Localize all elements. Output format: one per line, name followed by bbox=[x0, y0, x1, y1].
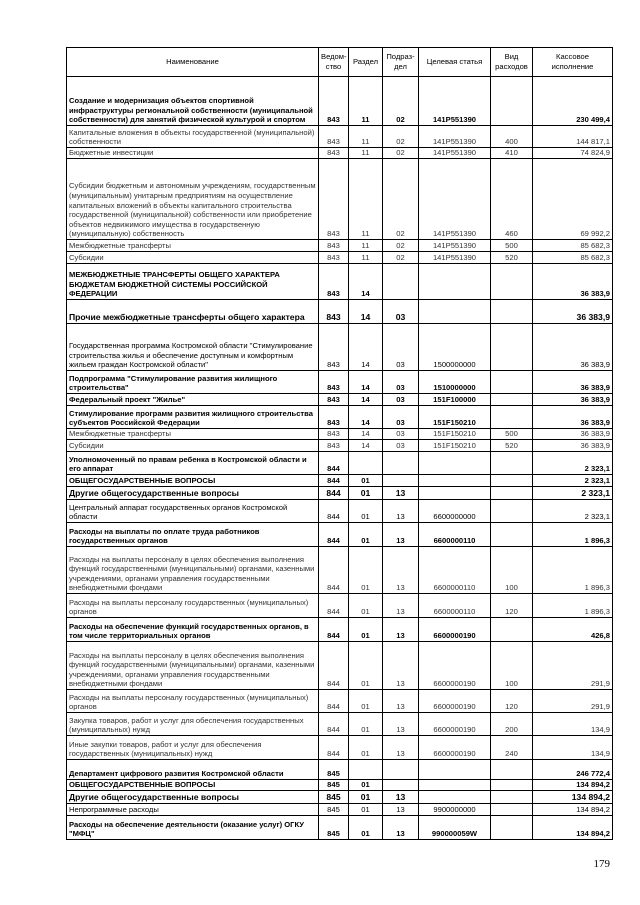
row-target-item: 6600000110 bbox=[419, 594, 491, 618]
row-expense-type: 500 bbox=[491, 240, 533, 252]
header-target-item: Целевая статья bbox=[419, 48, 491, 77]
row-section: 01 bbox=[349, 816, 383, 840]
row-subsection: 13 bbox=[383, 736, 419, 760]
row-section: 14 bbox=[349, 300, 383, 324]
page-number: 179 bbox=[593, 858, 610, 870]
row-target-item bbox=[419, 300, 491, 324]
row-name: Расходы на выплаты по оплате труда работников государственных органов bbox=[67, 523, 319, 547]
row-expense-type bbox=[491, 487, 533, 500]
row-expense-type bbox=[491, 523, 533, 547]
table-row bbox=[67, 690, 613, 713]
row-name: Бюджетные инвестиции bbox=[67, 148, 319, 159]
row-amount: 36 383,9 bbox=[533, 371, 613, 394]
row-target-item bbox=[419, 264, 491, 300]
header-section: Раздел bbox=[349, 48, 383, 77]
table-row bbox=[67, 126, 613, 148]
row-department: 844 bbox=[319, 475, 349, 487]
row-amount: 246 772,4 bbox=[533, 760, 613, 780]
row-section bbox=[349, 452, 383, 475]
row-subsection bbox=[383, 475, 419, 487]
row-amount: 36 383,9 bbox=[533, 324, 613, 371]
row-section: 14 bbox=[349, 394, 383, 406]
row-name: Другие общегосударственные вопросы bbox=[67, 791, 319, 804]
table-row bbox=[67, 394, 613, 406]
row-target-item bbox=[419, 760, 491, 780]
row-name: МЕЖБЮДЖЕТНЫЕ ТРАНСФЕРТЫ ОБЩЕГО ХАРАКТЕРА БЮДЖЕТАМ БЮДЖЕТНОЙ СИСТЕМЫ РОССИЙСКОЙ ФЕДЕРАЦИИ bbox=[67, 264, 319, 300]
row-name: Непрограммные расходы bbox=[67, 804, 319, 816]
row-department: 843 bbox=[319, 148, 349, 159]
row-department: 844 bbox=[319, 713, 349, 736]
row-expense-type: 100 bbox=[491, 642, 533, 690]
table-row bbox=[67, 594, 613, 618]
row-section: 11 bbox=[349, 252, 383, 264]
row-amount: 36 383,9 bbox=[533, 300, 613, 324]
header-cash-execution: Кассовое исполнение bbox=[533, 48, 613, 77]
row-name: Расходы на выплаты персоналу государственных (муниципальных) органов bbox=[67, 594, 319, 618]
row-subsection: 02 bbox=[383, 252, 419, 264]
row-subsection: 02 bbox=[383, 126, 419, 148]
row-section: 01 bbox=[349, 804, 383, 816]
row-amount: 291,9 bbox=[533, 642, 613, 690]
row-department: 843 bbox=[319, 77, 349, 126]
row-expense-type bbox=[491, 406, 533, 429]
row-amount: 36 383,9 bbox=[533, 429, 613, 440]
row-target-item: 6600000190 bbox=[419, 690, 491, 713]
row-department: 845 bbox=[319, 780, 349, 791]
row-expense-type bbox=[491, 452, 533, 475]
row-target-item: 6600000190 bbox=[419, 642, 491, 690]
row-expense-type bbox=[491, 77, 533, 126]
row-amount: 2 323,1 bbox=[533, 452, 613, 475]
row-section: 01 bbox=[349, 487, 383, 500]
row-section: 01 bbox=[349, 547, 383, 594]
row-name: Закупка товаров, работ и услуг для обеспечения государственных (муниципальных) нужд bbox=[67, 713, 319, 736]
row-target-item: 151F150210 bbox=[419, 406, 491, 429]
row-name: Создание и модернизация объектов спортивной инфраструктуры региональной собственности (муниципальной собственности) для занятий физической культурой и спортом bbox=[67, 77, 319, 126]
row-section: 01 bbox=[349, 791, 383, 804]
row-department: 843 bbox=[319, 126, 349, 148]
row-name: Государственная программа Костромской области "Стимулирование строительства жилья и обеспечение доступным и комфортным жильем граждан Костромской области" bbox=[67, 324, 319, 371]
row-name: Прочие межбюджетные трансферты общего характера bbox=[67, 300, 319, 324]
row-subsection: 03 bbox=[383, 440, 419, 452]
row-section: 11 bbox=[349, 126, 383, 148]
row-target-item: 151F150210 bbox=[419, 440, 491, 452]
row-subsection bbox=[383, 780, 419, 791]
row-section: 01 bbox=[349, 690, 383, 713]
row-subsection: 03 bbox=[383, 300, 419, 324]
row-target-item: 141P551390 bbox=[419, 126, 491, 148]
row-subsection: 13 bbox=[383, 547, 419, 594]
row-expense-type: 120 bbox=[491, 594, 533, 618]
table-row bbox=[67, 452, 613, 475]
table-row bbox=[67, 547, 613, 594]
row-target-item: 990000059W bbox=[419, 816, 491, 840]
row-expense-type bbox=[491, 791, 533, 804]
row-section: 14 bbox=[349, 429, 383, 440]
row-name: Субсидии bbox=[67, 252, 319, 264]
row-target-item bbox=[419, 791, 491, 804]
row-amount: 134 894,2 bbox=[533, 780, 613, 791]
row-target-item: 6600000190 bbox=[419, 713, 491, 736]
row-amount: 74 824,9 bbox=[533, 148, 613, 159]
row-amount: 291,9 bbox=[533, 690, 613, 713]
table-row bbox=[67, 780, 613, 791]
row-amount: 36 383,9 bbox=[533, 440, 613, 452]
table-row bbox=[67, 487, 613, 500]
row-name: Межбюджетные трансферты bbox=[67, 429, 319, 440]
row-expense-type: 200 bbox=[491, 713, 533, 736]
row-target-item: 141P551390 bbox=[419, 148, 491, 159]
row-section: 11 bbox=[349, 77, 383, 126]
row-section: 14 bbox=[349, 406, 383, 429]
row-target-item: 1510000000 bbox=[419, 371, 491, 394]
row-expense-type bbox=[491, 618, 533, 642]
row-department: 843 bbox=[319, 159, 349, 240]
budget-table bbox=[66, 47, 613, 840]
row-subsection: 03 bbox=[383, 429, 419, 440]
row-amount: 134 894,2 bbox=[533, 816, 613, 840]
row-name: Капитальные вложения в объекты государственной (муниципальной) собственности bbox=[67, 126, 319, 148]
row-department: 843 bbox=[319, 440, 349, 452]
row-target-item: 1500000000 bbox=[419, 324, 491, 371]
row-department: 844 bbox=[319, 523, 349, 547]
row-expense-type bbox=[491, 760, 533, 780]
table-row bbox=[67, 159, 613, 240]
row-subsection: 03 bbox=[383, 324, 419, 371]
row-target-item: 6600000000 bbox=[419, 500, 491, 523]
row-target-item: 151F150210 bbox=[419, 429, 491, 440]
row-department: 843 bbox=[319, 324, 349, 371]
row-name: Расходы на выплаты персоналу в целях обеспечения выполнения функций государственными (муниципальными) органами, казенными учреждениями, органами управления государственными внебюджетными фондами bbox=[67, 642, 319, 690]
table-row bbox=[67, 300, 613, 324]
row-department: 843 bbox=[319, 240, 349, 252]
row-department: 844 bbox=[319, 547, 349, 594]
row-expense-type: 410 bbox=[491, 148, 533, 159]
table-row bbox=[67, 440, 613, 452]
row-department: 845 bbox=[319, 760, 349, 780]
row-name: Подпрограмма "Стимулирование развития жилищного строительства" bbox=[67, 371, 319, 394]
row-name: Другие общегосударственные вопросы bbox=[67, 487, 319, 500]
row-amount: 134,9 bbox=[533, 713, 613, 736]
row-subsection: 13 bbox=[383, 523, 419, 547]
row-subsection: 13 bbox=[383, 487, 419, 500]
row-expense-type bbox=[491, 816, 533, 840]
table-row bbox=[67, 264, 613, 300]
row-department: 843 bbox=[319, 371, 349, 394]
row-section: 01 bbox=[349, 523, 383, 547]
row-section: 14 bbox=[349, 264, 383, 300]
row-section: 01 bbox=[349, 618, 383, 642]
header-department: Ведом-ство bbox=[319, 48, 349, 77]
row-section: 11 bbox=[349, 240, 383, 252]
row-expense-type: 500 bbox=[491, 429, 533, 440]
row-subsection: 03 bbox=[383, 406, 419, 429]
row-subsection: 13 bbox=[383, 713, 419, 736]
row-name: Субсидии бюджетным и автономным учреждениям, государственным (муниципальным) унитарным предприятиям на осуществление капитальных вложений в объекты капитального строительства государственной (муниципальной) собственности или приобретение объектов недвижимого имущества в государственную (муниципальную) собственность bbox=[67, 159, 319, 240]
row-department: 844 bbox=[319, 594, 349, 618]
row-department: 844 bbox=[319, 736, 349, 760]
table-row bbox=[67, 406, 613, 429]
row-department: 845 bbox=[319, 816, 349, 840]
table-row bbox=[67, 523, 613, 547]
row-name: Стимулирование программ развития жилищного строительства субъектов Российской Федерации bbox=[67, 406, 319, 429]
row-section: 01 bbox=[349, 642, 383, 690]
row-expense-type bbox=[491, 500, 533, 523]
row-department: 844 bbox=[319, 690, 349, 713]
row-name: Расходы на обеспечение функций государственных органов, в том числе территориальных органов bbox=[67, 618, 319, 642]
row-amount: 2 323,1 bbox=[533, 475, 613, 487]
row-target-item bbox=[419, 475, 491, 487]
row-name: Субсидии bbox=[67, 440, 319, 452]
row-department: 843 bbox=[319, 406, 349, 429]
row-expense-type: 400 bbox=[491, 126, 533, 148]
row-target-item: 9900000000 bbox=[419, 804, 491, 816]
table-row bbox=[67, 804, 613, 816]
row-department: 843 bbox=[319, 394, 349, 406]
table-row bbox=[67, 324, 613, 371]
row-section bbox=[349, 760, 383, 780]
row-target-item: 6600000110 bbox=[419, 547, 491, 594]
row-section: 01 bbox=[349, 475, 383, 487]
row-expense-type: 460 bbox=[491, 159, 533, 240]
row-department: 844 bbox=[319, 642, 349, 690]
row-section: 14 bbox=[349, 324, 383, 371]
row-subsection: 02 bbox=[383, 240, 419, 252]
row-name: ОБЩЕГОСУДАРСТВЕННЫЕ ВОПРОСЫ bbox=[67, 475, 319, 487]
row-name: Расходы на обеспечение деятельности (оказание услуг) ОГКУ "МФЦ" bbox=[67, 816, 319, 840]
row-department: 844 bbox=[319, 618, 349, 642]
row-section: 11 bbox=[349, 148, 383, 159]
row-amount: 36 383,9 bbox=[533, 264, 613, 300]
row-name: Иные закупки товаров, работ и услуг для обеспечения государственных (муниципальных) нужд bbox=[67, 736, 319, 760]
row-name: Центральный аппарат государственных органов Костромской области bbox=[67, 500, 319, 523]
row-section: 14 bbox=[349, 371, 383, 394]
row-amount: 134 894,2 bbox=[533, 804, 613, 816]
row-section: 01 bbox=[349, 500, 383, 523]
row-expense-type: 240 bbox=[491, 736, 533, 760]
row-amount: 85 682,3 bbox=[533, 252, 613, 264]
row-subsection: 02 bbox=[383, 148, 419, 159]
row-target-item: 6600000110 bbox=[419, 523, 491, 547]
row-subsection: 13 bbox=[383, 618, 419, 642]
row-expense-type bbox=[491, 264, 533, 300]
table-row bbox=[67, 371, 613, 394]
header-expense-type: Вид расходов bbox=[491, 48, 533, 77]
table-row bbox=[67, 736, 613, 760]
row-expense-type bbox=[491, 804, 533, 816]
row-amount: 134,9 bbox=[533, 736, 613, 760]
row-amount: 2 323,1 bbox=[533, 487, 613, 500]
row-department: 843 bbox=[319, 300, 349, 324]
table-row bbox=[67, 77, 613, 126]
row-name: Межбюджетные трансферты bbox=[67, 240, 319, 252]
row-target-item bbox=[419, 780, 491, 791]
row-subsection: 13 bbox=[383, 690, 419, 713]
row-subsection bbox=[383, 760, 419, 780]
row-name: ОБЩЕГОСУДАРСТВЕННЫЕ ВОПРОСЫ bbox=[67, 780, 319, 791]
table-row bbox=[67, 618, 613, 642]
row-department: 844 bbox=[319, 487, 349, 500]
row-subsection: 13 bbox=[383, 804, 419, 816]
row-section: 01 bbox=[349, 736, 383, 760]
row-department: 843 bbox=[319, 252, 349, 264]
row-subsection bbox=[383, 264, 419, 300]
table-row bbox=[67, 429, 613, 440]
row-expense-type bbox=[491, 394, 533, 406]
row-amount: 230 499,4 bbox=[533, 77, 613, 126]
row-subsection: 13 bbox=[383, 500, 419, 523]
row-subsection: 03 bbox=[383, 371, 419, 394]
row-target-item bbox=[419, 487, 491, 500]
table-row bbox=[67, 148, 613, 159]
row-name: Уполномоченный по правам ребенка в Костромской области и его аппарат bbox=[67, 452, 319, 475]
table-row bbox=[67, 642, 613, 690]
row-expense-type bbox=[491, 300, 533, 324]
table-row bbox=[67, 760, 613, 780]
header-name: Наименование bbox=[67, 48, 319, 77]
row-subsection: 02 bbox=[383, 77, 419, 126]
row-section: 01 bbox=[349, 594, 383, 618]
table-header-row bbox=[67, 48, 613, 77]
header-subsection: Подраз-дел bbox=[383, 48, 419, 77]
row-amount: 134 894,2 bbox=[533, 791, 613, 804]
row-subsection: 02 bbox=[383, 159, 419, 240]
row-target-item: 141P551390 bbox=[419, 252, 491, 264]
table-row bbox=[67, 240, 613, 252]
table-row bbox=[67, 252, 613, 264]
row-department: 843 bbox=[319, 429, 349, 440]
row-name: Расходы на выплаты персоналу в целях обеспечения выполнения функций государственными (муниципальными) органами, казенными учреждениями, органами управления государственными внебюджетными фондами bbox=[67, 547, 319, 594]
row-target-item: 151F100000 bbox=[419, 394, 491, 406]
row-subsection: 13 bbox=[383, 816, 419, 840]
row-target-item: 141P551390 bbox=[419, 240, 491, 252]
row-expense-type: 520 bbox=[491, 252, 533, 264]
table-row bbox=[67, 475, 613, 487]
row-subsection: 13 bbox=[383, 594, 419, 618]
row-name: Расходы на выплаты персоналу государственных (муниципальных) органов bbox=[67, 690, 319, 713]
row-amount: 1 896,3 bbox=[533, 523, 613, 547]
row-amount: 2 323,1 bbox=[533, 500, 613, 523]
row-name: Департамент цифрового развития Костромской области bbox=[67, 760, 319, 780]
row-expense-type bbox=[491, 324, 533, 371]
row-expense-type: 120 bbox=[491, 690, 533, 713]
row-department: 844 bbox=[319, 500, 349, 523]
row-name: Федеральный проект "Жилье" bbox=[67, 394, 319, 406]
row-department: 845 bbox=[319, 804, 349, 816]
table-row bbox=[67, 713, 613, 736]
row-amount: 1 896,3 bbox=[533, 547, 613, 594]
row-amount: 426,8 bbox=[533, 618, 613, 642]
row-target-item: 141P551390 bbox=[419, 77, 491, 126]
row-section: 14 bbox=[349, 440, 383, 452]
row-subsection: 13 bbox=[383, 642, 419, 690]
row-amount: 36 383,9 bbox=[533, 406, 613, 429]
row-expense-type: 100 bbox=[491, 547, 533, 594]
row-expense-type bbox=[491, 780, 533, 791]
row-subsection: 03 bbox=[383, 394, 419, 406]
row-target-item bbox=[419, 452, 491, 475]
row-section: 01 bbox=[349, 780, 383, 791]
row-department: 844 bbox=[319, 452, 349, 475]
row-target-item: 6600000190 bbox=[419, 618, 491, 642]
row-expense-type: 520 bbox=[491, 440, 533, 452]
table-row bbox=[67, 500, 613, 523]
row-subsection bbox=[383, 452, 419, 475]
row-amount: 85 682,3 bbox=[533, 240, 613, 252]
row-amount: 144 817,1 bbox=[533, 126, 613, 148]
row-department: 845 bbox=[319, 791, 349, 804]
row-target-item: 6600000190 bbox=[419, 736, 491, 760]
row-target-item: 141P551390 bbox=[419, 159, 491, 240]
row-section: 11 bbox=[349, 159, 383, 240]
table-row bbox=[67, 791, 613, 804]
row-amount: 36 383,9 bbox=[533, 394, 613, 406]
row-expense-type bbox=[491, 475, 533, 487]
row-expense-type bbox=[491, 371, 533, 394]
row-amount: 1 896,3 bbox=[533, 594, 613, 618]
table-row bbox=[67, 816, 613, 840]
row-amount: 69 992,2 bbox=[533, 159, 613, 240]
row-section: 01 bbox=[349, 713, 383, 736]
row-department: 843 bbox=[319, 264, 349, 300]
row-subsection: 13 bbox=[383, 791, 419, 804]
